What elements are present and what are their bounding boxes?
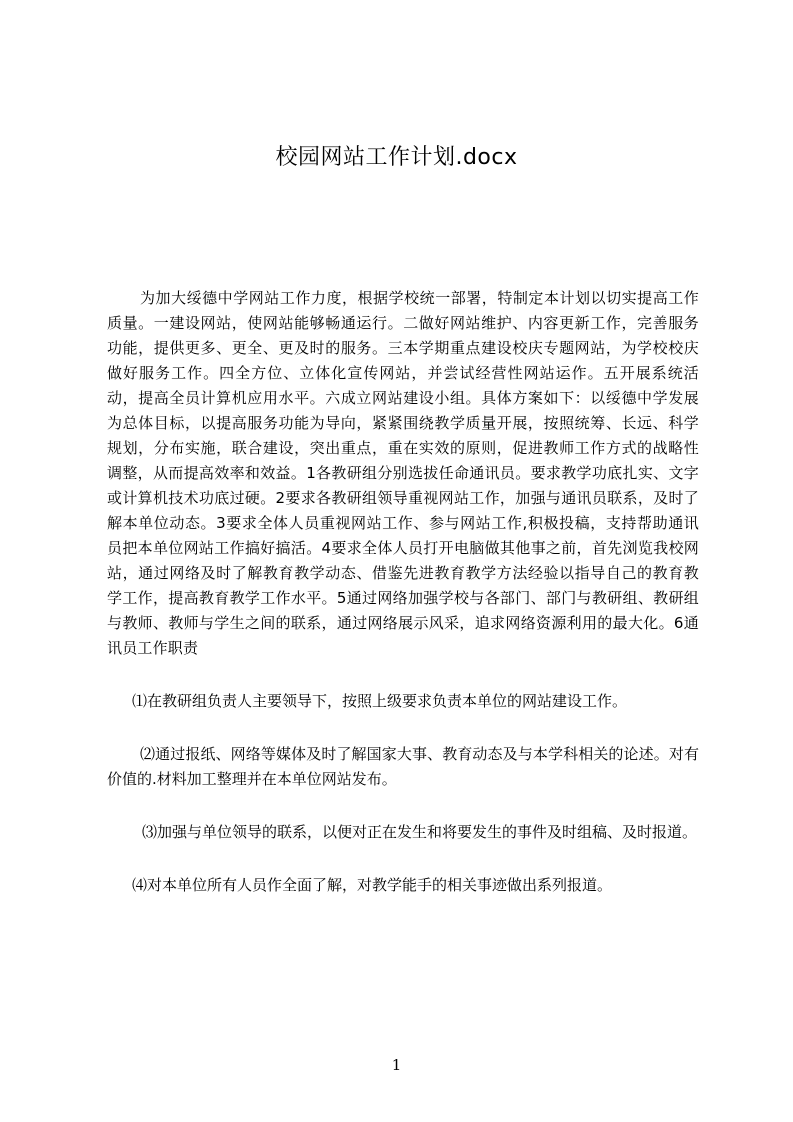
body-paragraph-main: 为加大绥德中学网站工作力度，根据学校统一部署，特制定本计划以切实提高工作质量。一建设网站，使网站能够畅通运行。二做好网站维护、内容更新工作，完善服务功能，提供更多、更全、更及时的服务。三本学期重点建设校庆专题网站，为学校校庆做好服务工作。四全方位、立体化宣传网站，并尝试经营性网站运作。五开展系统活动，提高全员计算机应用水平。六成立网站建设小组。具体方案如下：以绥德中学发展为总体目标，以提高服务功能为导向，紧紧围绕教学质量开展，按照统筹、长远、科学规划，分布实施，联合建设，突出重点，重在实效的原则，促进教师工作方式的战略性调整，从而提高效率和效益。1各教研组分别选拔任命通讯员。要求教学功底扎实、文字或计算机技术功底过硬。2要求各教研组领导重视网站工作，加强与通讯员联系，及时了解本单位动态。3要求全体人员重视网站工作、参与网站工作,积极投稿，支持帮助通讯员把本单位网站工作搞好搞活。4要求全体人员打开电脑做其他事之前，首先浏览我校网站，通过网络及时了解教育教学动态、借鉴先进教育教学方法经验以指导自己的教育教学工作，提高教育教学工作水平。5通过网络加强学校与各部门、部门与教研组、教研组与教师、教师与学生之间的联系，通过网络展示风采，追求网络资源利用的最大化。6通讯员工作职责: [107, 289, 699, 657]
body-paragraph-item-3: ⑶加强与单位领导的联系，以便对正在发生和将要发生的事件及时组稿、及时报道。: [142, 823, 698, 841]
document-title: 校园网站工作计划.docx: [275, 145, 518, 170]
body-paragraph-item-1: ⑴在教研组负责人主要领导下，按照上级要求负责本单位的网站建设工作。: [132, 692, 628, 710]
body-paragraph-item-2: ⑵通过报纸、网络等媒体及时了解国家大事、教育动态及与本学科相关的论述。对有价值的.材料加工整理并在本单位网站发布。: [107, 745, 699, 788]
page-number: 1: [391, 1056, 402, 1074]
document-body: [107, 286, 699, 898]
body-paragraph-item-4: ⑷对本单位所有人员作全面了解，对教学能手的相关事迹做出系列报道。: [132, 876, 613, 894]
